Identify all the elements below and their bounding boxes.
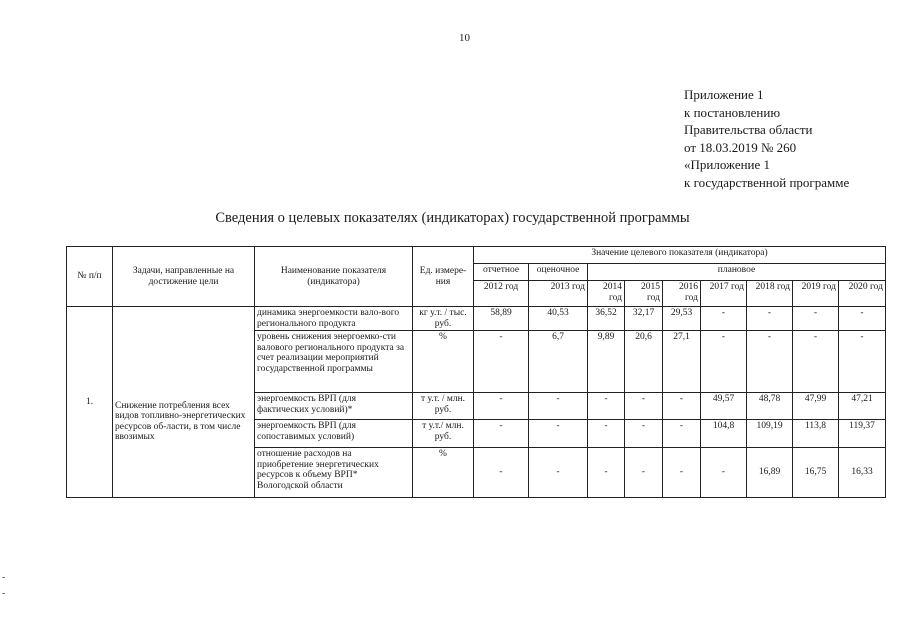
header-year: 2017 год [701, 281, 747, 307]
value-cell: 119,37 [839, 420, 886, 448]
value-cell: 16,89 [747, 448, 793, 498]
value-cell: 6,7 [529, 331, 588, 393]
appendix-line: Приложение 1 [684, 87, 764, 102]
header-num: № п/п [67, 247, 113, 307]
task-number: 1. [67, 307, 113, 498]
header-indicator-name: Наименование показателя (индикатора) [255, 247, 413, 307]
value-cell: - [474, 420, 529, 448]
value-cell: - [747, 307, 793, 331]
value-cell: - [701, 331, 747, 393]
indicators-table [66, 246, 886, 498]
value-cell: 47,21 [839, 393, 886, 420]
value-cell: - [663, 448, 701, 498]
appendix-line: от 18.03.2019 № 260 [684, 139, 797, 155]
edge-mark: - [2, 572, 6, 583]
value-cell: - [747, 331, 793, 393]
header-planned: плановое [588, 264, 886, 281]
header-task: Задачи, направленные на достижение цели [113, 247, 255, 307]
header-estimated: оценочное [529, 264, 588, 281]
value-cell: 20,6 [625, 331, 663, 393]
value-cell: - [793, 307, 839, 331]
value-cell: 104,8 [701, 420, 747, 448]
value-cell: 113,8 [793, 420, 839, 448]
value-cell: 109,19 [747, 420, 793, 448]
value-cell: - [529, 448, 588, 498]
value-cell: 48,78 [747, 393, 793, 420]
header-unit: Ед. измере-ния [413, 247, 474, 307]
header-year: 2020 год [839, 281, 886, 307]
table-row [67, 307, 886, 331]
value-cell: 29,53 [663, 307, 701, 331]
value-cell: 16,75 [793, 448, 839, 498]
indicator-unit: % [413, 448, 474, 498]
page-number: 10 [459, 32, 470, 44]
value-cell: - [663, 420, 701, 448]
value-cell: 49,57 [701, 393, 747, 420]
edge-mark: - [2, 588, 6, 599]
value-cell: - [625, 393, 663, 420]
appendix-block [684, 86, 849, 191]
indicator-name: энергоемкость ВРП (для фактических условий)* [255, 393, 413, 420]
value-cell: 40,53 [529, 307, 588, 331]
value-cell: 47,99 [793, 393, 839, 420]
value-cell: - [839, 331, 886, 393]
indicator-name: динамика энергоемкости вало-вого регионального продукта [255, 307, 413, 331]
value-cell: - [474, 393, 529, 420]
indicator-unit: т у.т./ млн. руб. [413, 420, 474, 448]
document-title: Сведения о целевых показателях (индикаторах) государственной программы [215, 210, 690, 226]
value-cell: - [663, 393, 701, 420]
value-cell: - [793, 331, 839, 393]
value-cell: 32,17 [625, 307, 663, 331]
value-cell: - [701, 448, 747, 498]
appendix-line: к государственной программе [684, 174, 850, 190]
header-year: 2014 год [588, 281, 625, 307]
value-cell: 36,52 [588, 307, 625, 331]
value-cell: 58,89 [474, 307, 529, 331]
indicator-name: энергоемкость ВРП (для сопоставимых условий) [255, 420, 413, 448]
value-cell: - [474, 331, 529, 393]
header-year: 2015 год [625, 281, 663, 307]
indicator-name: отношение расходов на приобретение энергетических ресурсов к объему ВРП* Вологодской области [255, 448, 413, 498]
header-year: 2019 год [793, 281, 839, 307]
indicator-unit: кг у.т. / тыс. руб. [413, 307, 474, 331]
value-cell: - [588, 420, 625, 448]
header-year: 2018 год [747, 281, 793, 307]
value-cell: 27,1 [663, 331, 701, 393]
value-cell: 16,33 [839, 448, 886, 498]
value-cell: - [529, 420, 588, 448]
appendix-line: к постановлению [684, 104, 781, 120]
indicator-unit: т у.т. / млн. руб. [413, 393, 474, 420]
header-reported: отчетное [474, 264, 529, 281]
value-cell: - [839, 307, 886, 331]
value-cell: - [701, 307, 747, 331]
header-values-group: Значение целевого показателя (индикатора) [474, 247, 886, 264]
value-cell: - [625, 420, 663, 448]
value-cell: - [625, 448, 663, 498]
indicator-unit: % [413, 331, 474, 393]
header-year: 2016 год [663, 281, 701, 307]
value-cell: 9,89 [588, 331, 625, 393]
task-text: Снижение потребления всех видов топливно-энергетических ресурсов об-ласти, в том числе ввозимых [113, 307, 255, 498]
appendix-line: «Приложение 1 [684, 157, 771, 172]
appendix-line: Правительства области [684, 122, 813, 137]
value-cell: - [474, 448, 529, 498]
value-cell: - [588, 448, 625, 498]
indicator-name: уровень снижения энергоемко-сти валового регионального продукта за счет реализации мероприятий государственной программы [255, 331, 413, 393]
value-cell: - [588, 393, 625, 420]
header-year: 2013 год [529, 281, 588, 307]
header-year: 2012 год [474, 281, 529, 307]
value-cell: - [529, 393, 588, 420]
